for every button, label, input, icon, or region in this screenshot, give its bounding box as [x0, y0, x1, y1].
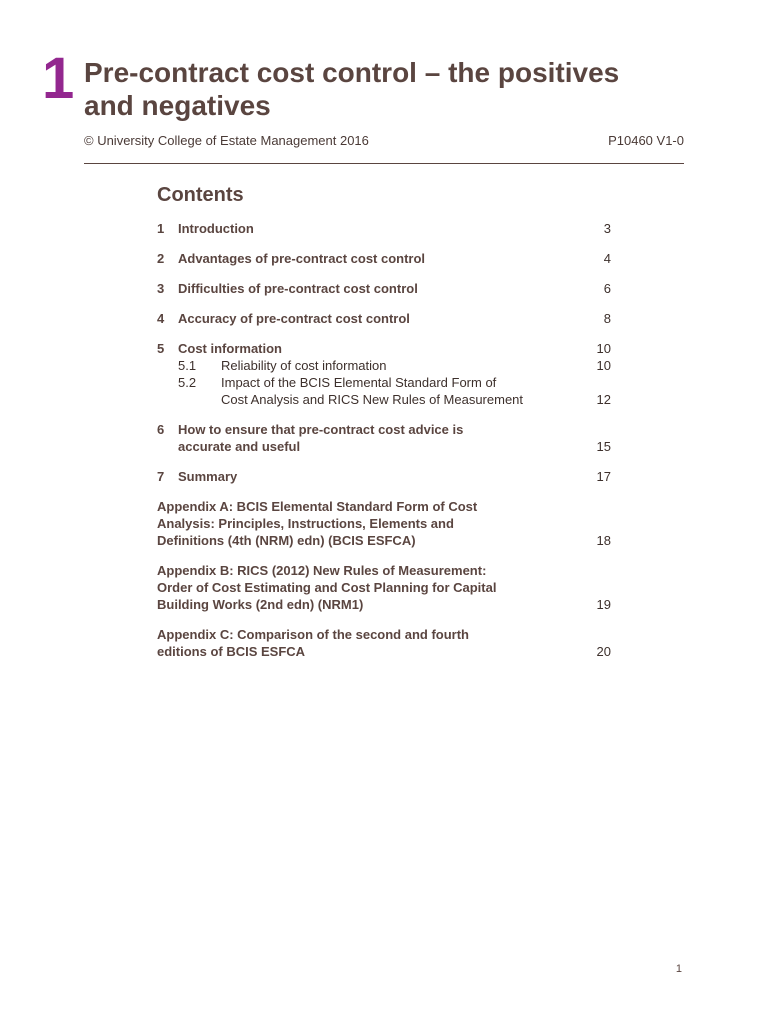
- toc-entry-difficulties[interactable]: [157, 280, 611, 297]
- toc-appendix-a[interactable]: [157, 498, 611, 549]
- title-line: and negatives: [84, 90, 271, 121]
- toc-entry-number: 4: [157, 311, 165, 326]
- toc-entry-accuracy[interactable]: [157, 310, 611, 327]
- toc-entry-title: Cost information: [178, 341, 282, 356]
- toc-entry-title: Summary: [178, 469, 238, 484]
- toc-appendix-title: Appendix C: Comparison of the second and fourth editions of BCIS ESFCA: [157, 627, 469, 659]
- toc-entry-title: Difficulties of pre-contract cost control: [178, 281, 418, 296]
- contents-heading: Contents: [157, 184, 244, 206]
- toc-subentry-page: 12: [596, 392, 611, 407]
- page-number: 1: [675, 963, 682, 975]
- toc-appendix-title: Appendix B: RICS (2012) New Rules of Measurement: Order of Cost Estimating and Cost Planning for Capital Building Works (2nd edn) (NRM1): [157, 563, 497, 612]
- toc-entry-title: Introduction: [178, 221, 254, 236]
- toc-entry-cost-information[interactable]: [157, 340, 611, 408]
- document-code: P10460 V1-0: [608, 133, 684, 148]
- toc-entry-page: 6: [603, 281, 611, 296]
- toc-entry-number: 5: [157, 341, 165, 356]
- document-title: [84, 56, 704, 122]
- toc-entry-advantages[interactable]: [157, 250, 611, 267]
- toc-entry-title: How to ensure that pre-contract cost advice is accurate and useful: [178, 422, 464, 454]
- chapter-number: 1: [42, 46, 75, 111]
- title-line: Pre-contract cost control – the positives: [84, 57, 620, 88]
- toc-appendix-page: 20: [596, 644, 611, 659]
- toc-entry-page: 15: [596, 439, 611, 454]
- toc-appendix-b[interactable]: [157, 562, 611, 613]
- toc-entry-page: 17: [596, 469, 611, 484]
- toc-entry-title: Advantages of pre-contract cost control: [178, 251, 426, 266]
- toc-entry-number: 3: [157, 281, 165, 296]
- toc-entry-page: 8: [603, 311, 611, 326]
- toc-entry-number: 7: [157, 469, 165, 484]
- toc-entry-page: 10: [596, 341, 611, 356]
- toc-subentry-title: Impact of the BCIS Elemental Standard Form of Cost Analysis and RICS New Rules of Measurement: [221, 375, 524, 407]
- toc-entry-title: Accuracy of pre-contract cost control: [178, 311, 410, 326]
- toc-entry-page: 4: [603, 251, 611, 266]
- toc-subentry-page: 10: [596, 358, 611, 373]
- toc-appendix-c[interactable]: [157, 626, 611, 660]
- toc-appendix-title: Appendix A: BCIS Elemental Standard Form of Cost Analysis: Principles, Instructions, Elements and Definitions (4th (NRM) edn) (BCIS ESFCA): [157, 499, 478, 548]
- toc-appendix-page: 18: [596, 533, 611, 548]
- toc-entry-page: 3: [603, 221, 611, 236]
- toc-subentry-number: 5.1: [178, 358, 197, 373]
- toc-entry-number: 1: [157, 221, 165, 236]
- toc-entry-number: 2: [157, 251, 165, 266]
- copyright-notice: © University College of Estate Management 2016: [84, 133, 369, 148]
- toc-entry-number: 6: [157, 422, 165, 437]
- toc-subentry-title: Reliability of cost information: [221, 358, 387, 373]
- header-divider: [84, 163, 684, 164]
- table-of-contents: [157, 220, 611, 673]
- toc-entry-introduction[interactable]: [157, 220, 611, 237]
- toc-appendix-page: 19: [596, 597, 611, 612]
- toc-subentry-number: 5.2: [178, 375, 197, 390]
- toc-subentry-reliability[interactable]: [157, 357, 611, 374]
- toc-subentry-impact-bcis[interactable]: [157, 374, 611, 408]
- toc-entry-summary[interactable]: [157, 468, 611, 485]
- toc-entry-how-to-ensure[interactable]: [157, 421, 611, 455]
